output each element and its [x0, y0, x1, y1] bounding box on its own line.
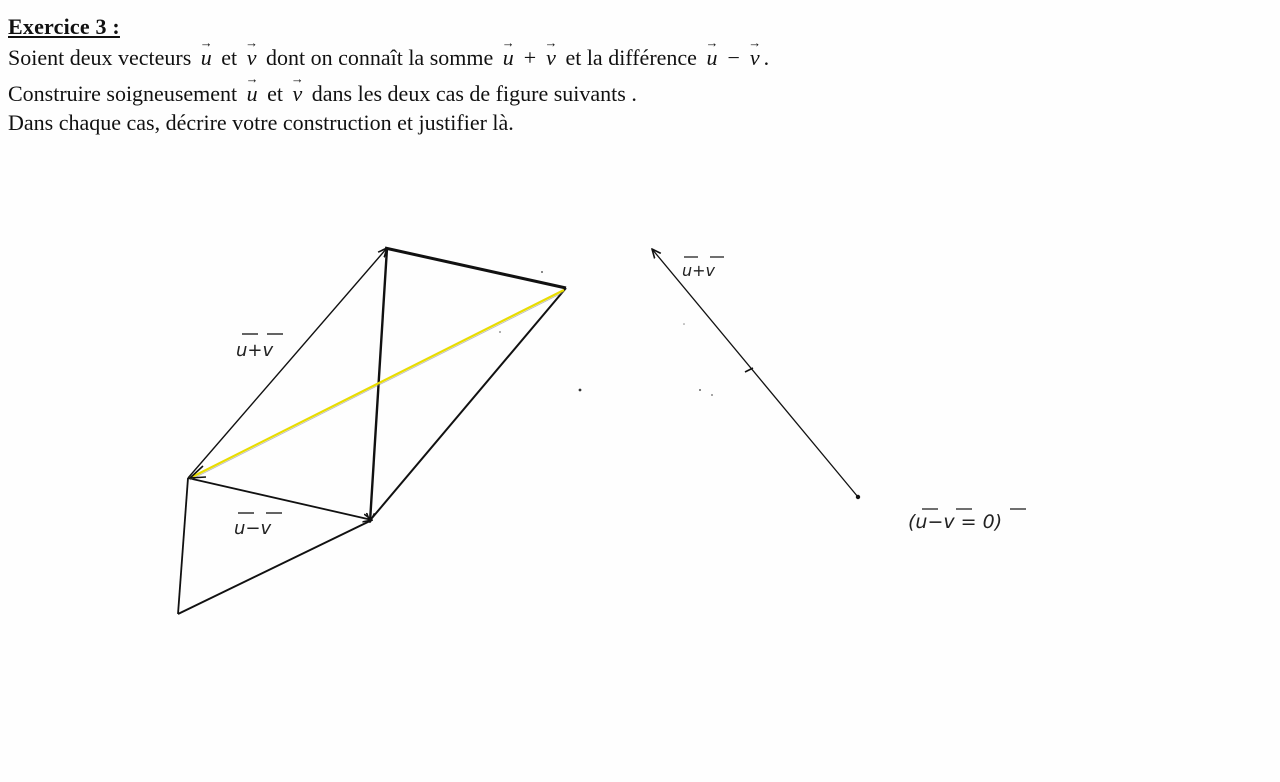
vector-v: → v: [290, 71, 304, 106]
vector-v: → v: [544, 35, 558, 70]
plus-sign: +: [523, 45, 537, 70]
speck: [699, 389, 701, 391]
right-segment-figure: [652, 249, 1026, 533]
yellow-diagonal-line: [190, 290, 564, 478]
vector-v: → v: [245, 35, 259, 70]
speck: [579, 389, 582, 392]
period: .: [763, 45, 770, 70]
minus-sign: −: [727, 45, 740, 70]
right-edge-line: [372, 288, 566, 518]
text-segment: Soient deux vecteurs: [8, 45, 192, 70]
right-sum-label: u+v: [682, 261, 716, 280]
sum-vector-line: [188, 248, 387, 478]
text-segment: et la différence: [565, 45, 697, 70]
vector-arrow-icon: →: [544, 35, 558, 50]
text-segment: Construire soigneusement: [8, 81, 238, 106]
speck: [541, 271, 543, 273]
vector-u: → u: [501, 35, 515, 70]
text-segment: dans les deux cas de figure suivants .: [311, 81, 637, 106]
segment-end-dot: [856, 495, 860, 499]
vector-u: → u: [705, 35, 719, 70]
top-edge-line: [385, 248, 566, 288]
left-parallelogram-figure: [178, 248, 581, 614]
vector-arrow-icon: →: [245, 71, 259, 86]
bottom-edge-line: [178, 520, 372, 614]
vector-arrow-icon: →: [245, 35, 259, 50]
vector-arrow-icon: →: [705, 35, 719, 50]
zero-difference-note: (u−v = 0): [908, 511, 1003, 533]
vector-arrow-icon: →: [501, 35, 515, 50]
text-segment: dont on connaît la somme: [265, 45, 494, 70]
vector-v: → v: [748, 35, 762, 70]
difference-label: u−v: [234, 518, 272, 539]
yellow-diagonal-shadow: [190, 292, 564, 480]
speck: [711, 394, 713, 396]
speck: [499, 331, 501, 333]
vector-arrow-icon: →: [199, 35, 213, 50]
vector-u: → u: [245, 71, 259, 106]
text-segment: et: [221, 45, 238, 70]
sum-vector-segment: [652, 249, 858, 497]
speck: [683, 323, 685, 325]
statement-line-3: Dans chaque cas, décrire votre construction et justifier là.: [8, 110, 514, 135]
exercise-title: Exercice 3 :: [8, 14, 120, 39]
vector-u: → u: [199, 35, 213, 70]
vector-arrow-icon: →: [290, 71, 304, 86]
text-segment: et: [267, 81, 284, 106]
sum-label: u+v: [236, 340, 274, 361]
vector-arrow-icon: →: [748, 35, 762, 50]
left-lower-edge-line: [178, 478, 188, 614]
